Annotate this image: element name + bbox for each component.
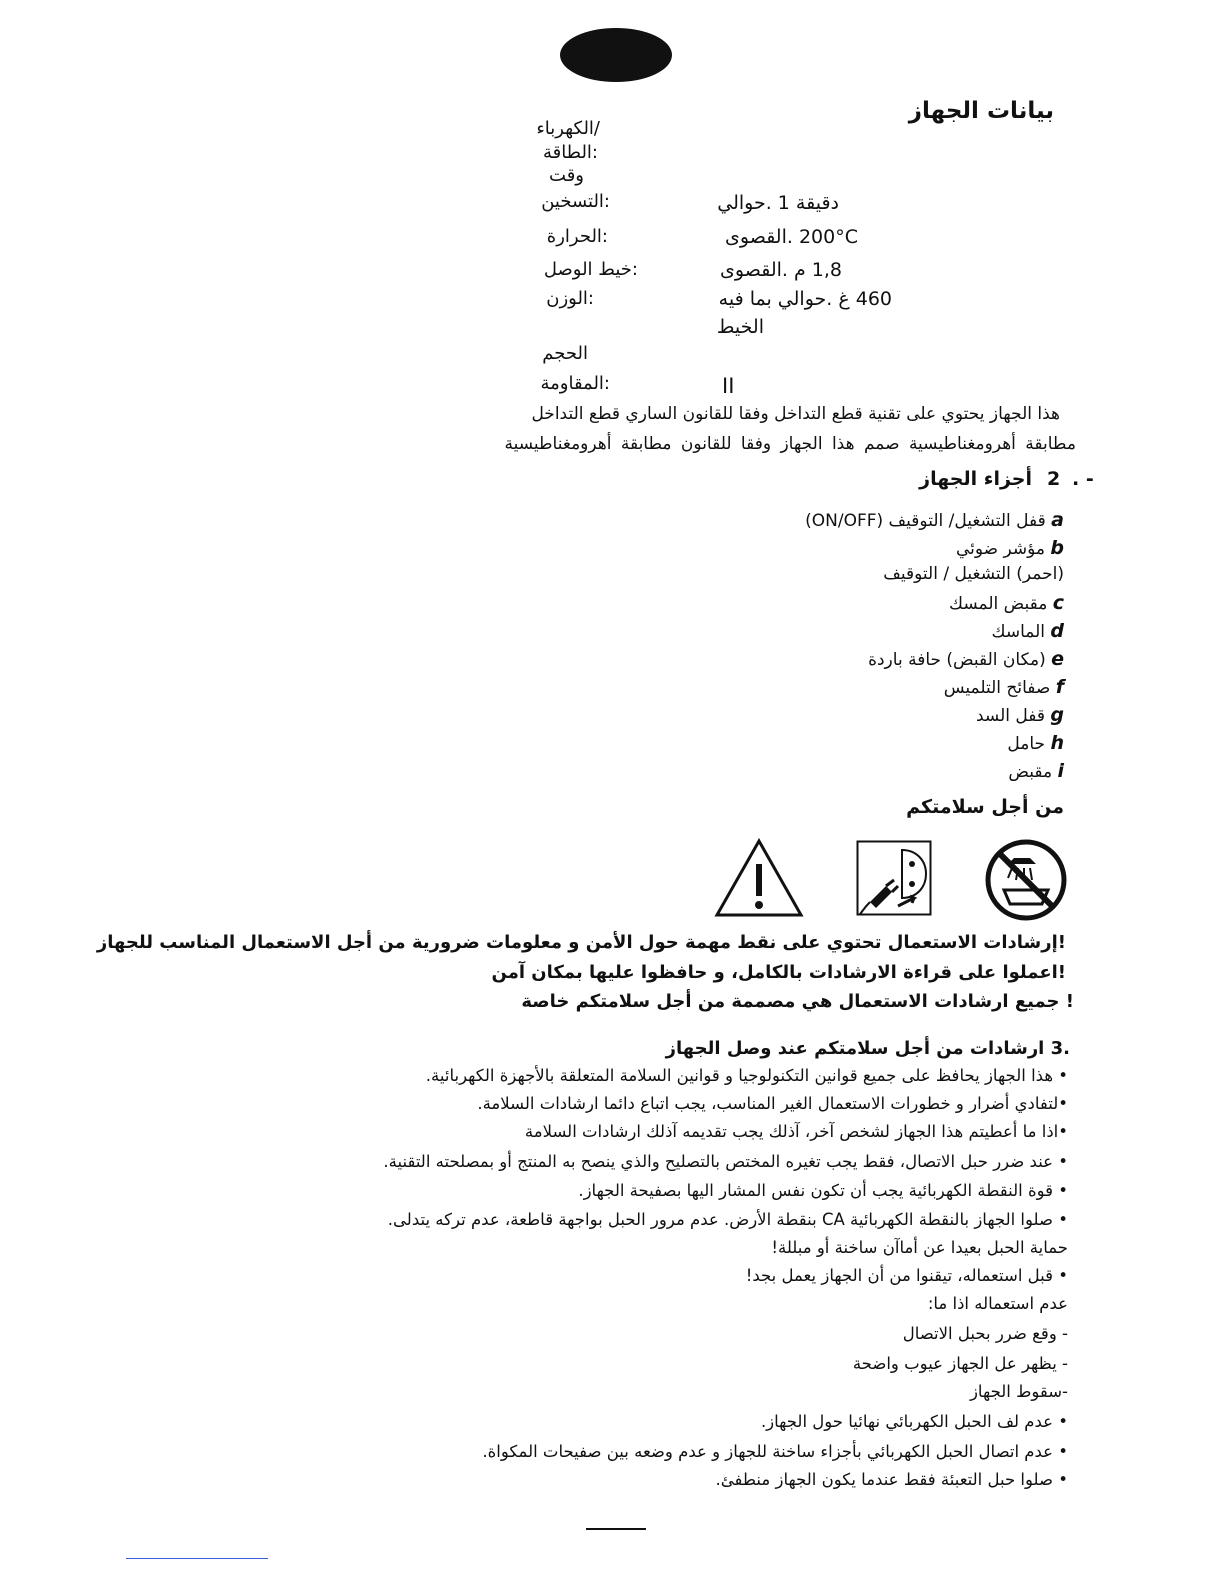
- part-text: مقبض: [1008, 762, 1053, 782]
- part-text: قفل التشغيل/ التوقيف (ON/OFF): [805, 511, 1046, 531]
- spec-temp-label: :الحرارة: [546, 226, 608, 247]
- section3-line-11: - يظهر عل الجهاز عيوب واضحة: [852, 1354, 1068, 1373]
- spec-class-label: الحجم: [542, 343, 588, 364]
- part-item-c: [949, 592, 1064, 614]
- section3-line-4: • عند ضرر حبل الاتصال، فقط يجب تغيره المختص بالتصليح والذي ينصح به المنتج أو بمصلحته التقنية.: [383, 1152, 1068, 1171]
- part-letter: h: [1050, 732, 1064, 754]
- part-text: (احمر) التشغيل / التوقيف: [883, 564, 1064, 584]
- section3-line-13: • عدم لف الحبل الكهربائي نهائيا حول الجهاز.: [760, 1412, 1068, 1431]
- part-text: (مكان القبض) حافة باردة: [868, 650, 1046, 670]
- part-letter: a: [1051, 509, 1064, 531]
- section3-line-10: - وقع ضرر بحبل الاتصال: [902, 1324, 1068, 1343]
- section3-line-15: • صلوا حبل التعبئة فقط عندما يكون الجهاز منطفئ.: [715, 1470, 1068, 1489]
- part-text: الماسك: [991, 622, 1045, 642]
- spec-heat-label-2: :التسخين: [541, 191, 610, 212]
- part-item-i: [1008, 760, 1064, 782]
- part-item-b-detail: [883, 564, 1064, 584]
- parts-heading-marks: . -: [1072, 468, 1094, 490]
- certification-line-2: مطابقة أهرومغناطيسية صمم هذا الجهاز وفقا للقانون مطابقة أهرومغناطيسية: [504, 434, 1076, 454]
- parts-heading-number: 2: [1047, 468, 1061, 490]
- spec-cord-label: :خيط الوصل: [543, 259, 638, 280]
- part-item-h: [1007, 732, 1064, 754]
- section3-line-8: • قبل استعماله، تيقنوا من أن الجهاز يعمل بجد!: [745, 1266, 1068, 1285]
- part-letter: e: [1051, 648, 1064, 670]
- part-item-b: [956, 537, 1064, 559]
- part-letter: d: [1050, 620, 1064, 642]
- section3-line-3: •اذا ما أعطيتم هذا الجهاز لشخص آخر، آذلك يجب تقديمه آذلك ارشادات السلامة: [524, 1122, 1068, 1141]
- spec-power-label-2: :الطاقة: [542, 142, 598, 163]
- warning-triangle-icon: [714, 838, 804, 918]
- warning-line-1: !إرشادات الاستعمال تحتوي على نقط مهمة حول الأمن و معلومات ضرورية من أجل الاستعمال المناسب للجهاز: [96, 932, 1066, 953]
- part-item-f: [944, 676, 1064, 698]
- footer-blue-rule: [126, 1558, 268, 1559]
- spec-temp-value: 200°C .القصوى: [725, 226, 858, 248]
- section3-line-1: • هذا الجهاز يحافظ على جميع قوانين التكنولوجيا و قوانين السلامة المتعلقة بالأجهزة الكهربائية.: [425, 1066, 1068, 1085]
- part-text: قفل السد: [975, 706, 1045, 726]
- spec-heat-label: وقت: [549, 165, 584, 186]
- section3-heading: .3 ارشادات من أجل سلامتكم عند وصل الجهاز: [665, 1038, 1070, 1059]
- part-text: صفائح التلميس: [943, 678, 1051, 698]
- part-letter: f: [1055, 676, 1064, 698]
- section3-line-14: • عدم اتصال الحبل الكهربائي بأجزاء ساخنة للجهاز و عدم وضعه بين صفيحات المكواة.: [482, 1442, 1068, 1461]
- section3-line-12: -سقوط الجهاز: [969, 1382, 1068, 1401]
- header-oval-tab: [560, 28, 672, 82]
- part-item-g: [976, 704, 1064, 726]
- part-letter: g: [1050, 704, 1064, 726]
- no-water-icon: [984, 838, 1068, 922]
- part-text: مقبض المسك: [949, 594, 1048, 614]
- spec-class-value: II: [722, 374, 735, 398]
- part-text: مؤشر ضوئي: [955, 539, 1045, 559]
- spec-class-label-2: :المقاومة: [540, 373, 610, 394]
- certification-line-1: هذا الجهاز يحتوي على تقنية قطع التداخل وفقا للقانون الساري قطع التداخل: [531, 404, 1060, 424]
- part-item-a: [805, 509, 1064, 531]
- part-letter: b: [1050, 537, 1064, 559]
- spec-power-label: /الكهرباء: [536, 118, 600, 139]
- parts-heading: أجزاء الجهاز: [919, 468, 1032, 490]
- part-text: حامل: [1007, 734, 1046, 754]
- footer-rule: [586, 1528, 646, 1530]
- spec-weight-label: :الوزن: [546, 288, 594, 309]
- part-letter: c: [1052, 592, 1064, 614]
- spec-heat-value: دقيقة 1 .حوالي: [717, 192, 839, 214]
- section3-line-9: عدم استعماله اذا ما:: [927, 1294, 1068, 1313]
- safety-heading: من أجل سلامتكم: [906, 796, 1064, 818]
- spec-cord-value: 1,8 م .القصوى: [720, 259, 842, 281]
- spec-weight-value: 460 غ .حوالي بما فيه: [718, 288, 892, 310]
- section3-line-6: • صلوا الجهاز بالنقطة الكهربائية CA بنقطة الأرض. عدم مرور الحبل بواجهة قاطعة، عدم تركه يتدلى.: [387, 1210, 1068, 1229]
- section3-line-7: حماية الحبل بعيدا عن أماآن ساخنة أو مبللة!: [771, 1238, 1068, 1257]
- section3-line-5: • قوة النقطة الكهربائية يجب أن تكون نفس المشار اليها بصفيحة الجهاز.: [578, 1181, 1068, 1200]
- warning-line-2: !اعملوا على قراءة الارشادات بالكامل، و حافظوا عليها بمكان آمن: [491, 962, 1066, 983]
- part-letter: i: [1057, 760, 1064, 782]
- spec-weight-value-2: الخيط: [716, 316, 764, 338]
- warning-line-3: ! جميع ارشادات الاستعمال هي مصممة من أجل سلامتكم خاصة: [521, 991, 1074, 1012]
- page-title: بيانات الجهاز: [908, 98, 1054, 124]
- unplug-icon: [856, 840, 932, 916]
- section3-line-2: •لتفادي أضرار و خطورات الاستعمال الغير المناسب، يجب اتباع دائما ارشادات السلامة.: [477, 1094, 1068, 1113]
- part-item-e: [868, 648, 1064, 670]
- part-item-d: [992, 620, 1065, 642]
